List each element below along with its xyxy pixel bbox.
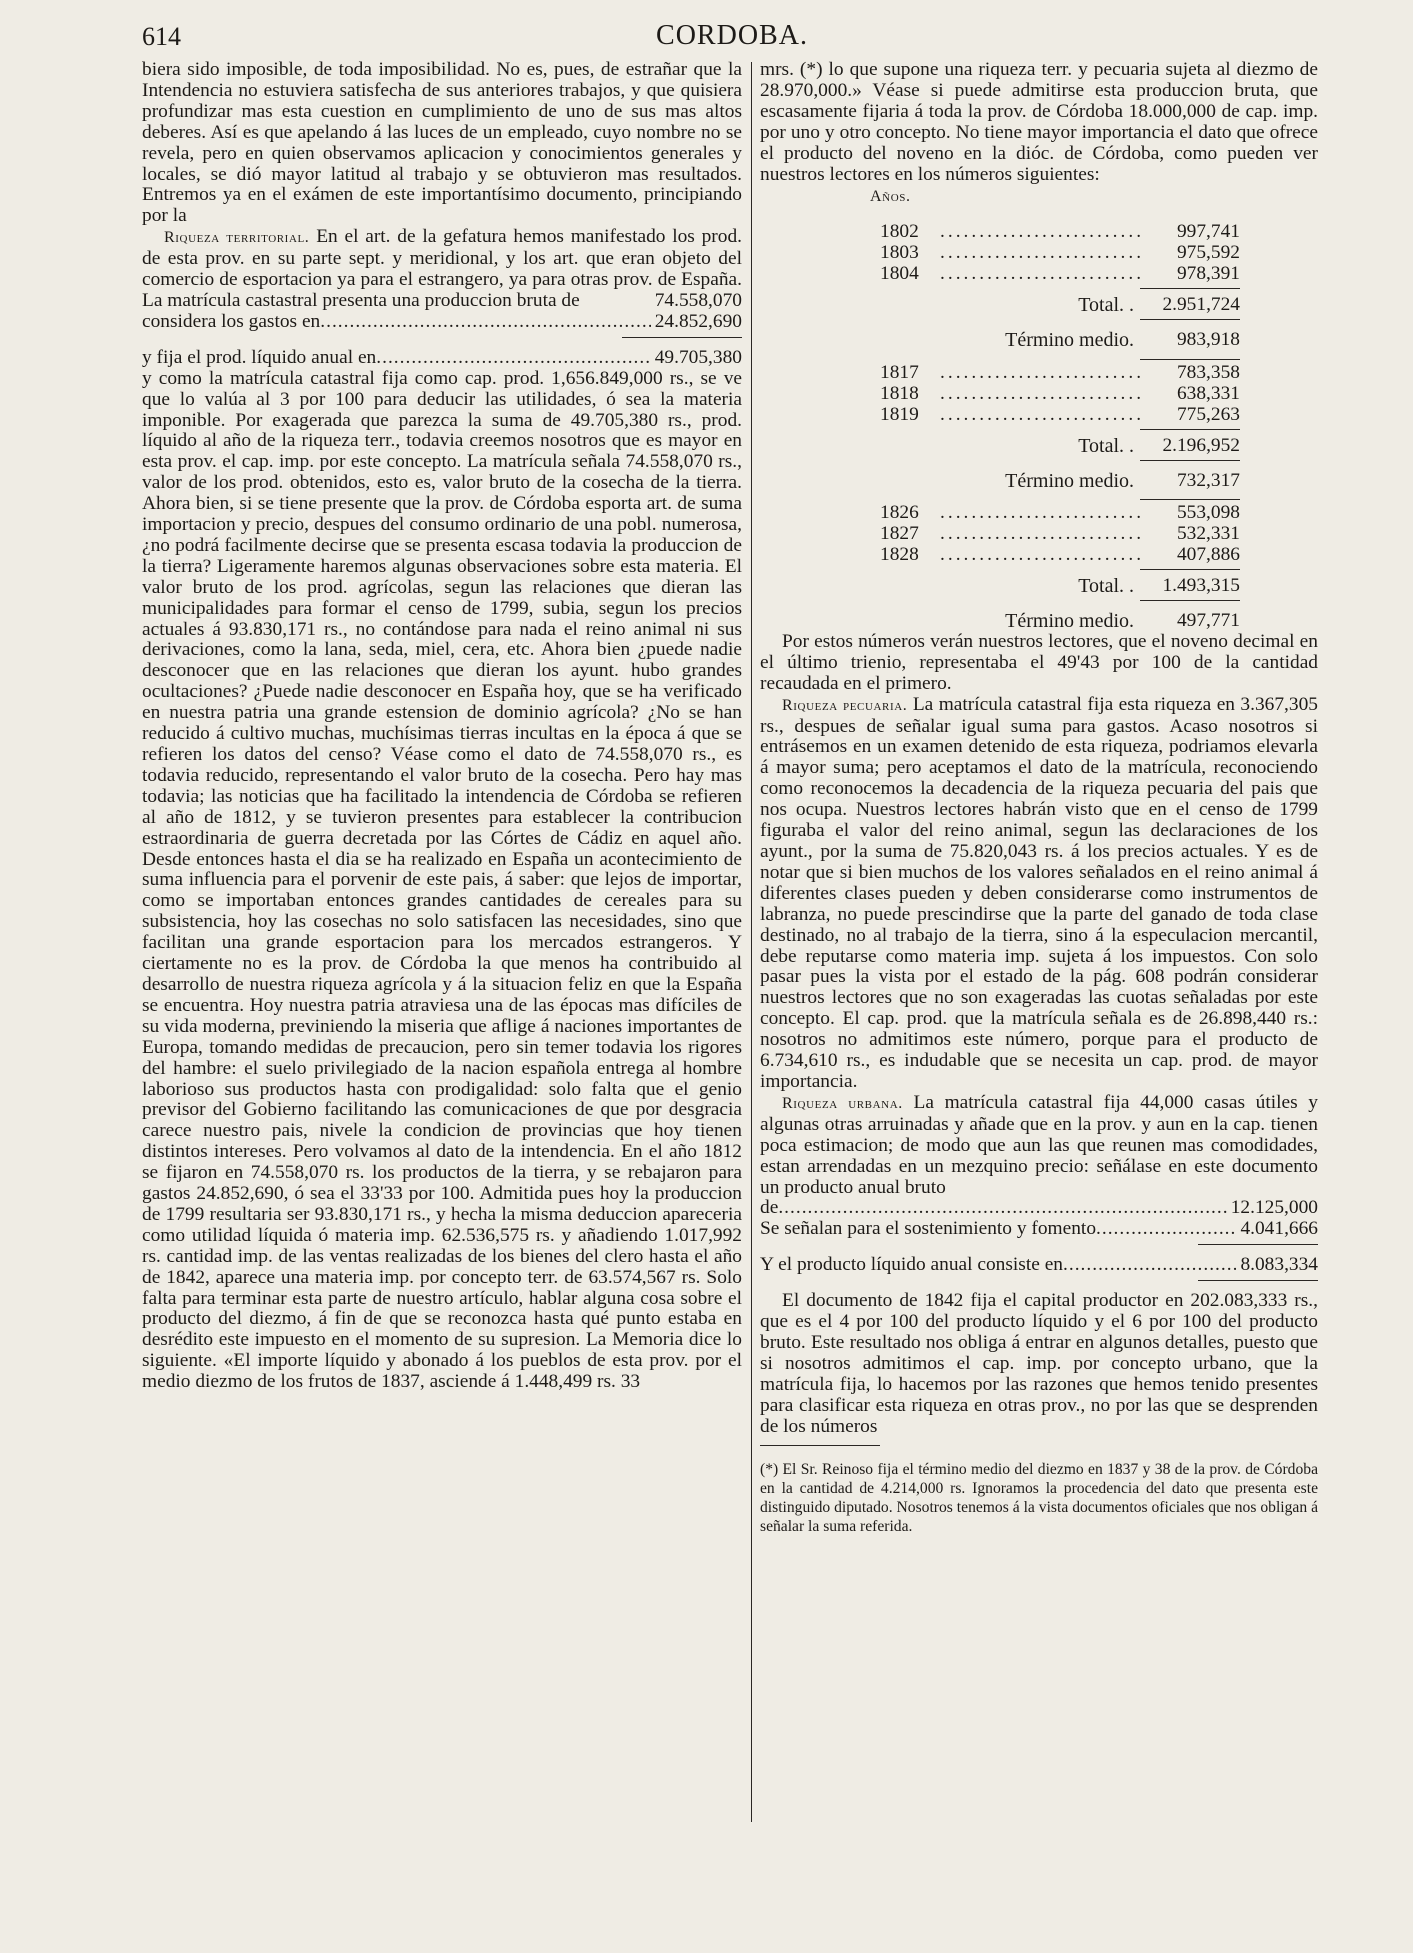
footnote-rule bbox=[760, 1445, 880, 1446]
year-label: 1802 bbox=[880, 221, 919, 243]
amount: 74.558,070 bbox=[654, 289, 742, 311]
sum-rule bbox=[1140, 460, 1240, 461]
right-column bbox=[760, 60, 1318, 1536]
year-row bbox=[880, 384, 1240, 405]
paragraph: y como la matrícula catastral fija como cap. prod. 1,656.849,000 rs., se ve que lo valúa al 3 por 100 para deducir las utilidades, ó sea la materia imponible. Por exagerada que parezca la suma de 49.705,380 rs., prod. líquido al año de la riqueza terr., todavia creemos nosotros que es mayor en esta prov. el cap. imp. por este concepto. La matrícula señala 74.558,070 rs., valor de los prod. obtenidos, esto es, valor bruto de la cosecha de la tierra. Ahora bien, si se tiene presente que la prov. de Córdoba esporta art. de suma importacion y precio, despues del consumo ordinario de una pobl. numerosa, ¿no podrá facilmente decirse que se presenta escasa todavia la produccion de la tierra? Ligeramente haremos algunas observaciones sobre esta materia. El valor bruto de los prod. agrícolas, segun las relaciones que dieran las municipalidades para formar el censo de 1799, subia, segun los precios actuales á 93.830,171 rs., no contándose para nada el reino animal ni sus derivaciones, como la lana, seda, miel, cera, etc. Ahora bien ¿puede nadie desconocer que en las relaciones que dieran los ayunt. hubo grandes ocultaciones? ¿Puede nadie desconocer en España hoy, que se ha verificado en nuestra patria una grande estension de dominio agrícola? ¿No se han reducido á cultivo muchas, muchísimas tierras incultas en la época á que se refieren los datos del censo? Véase como el dato de 74.558,070 rs., es todavia reducido, representando el valor bruto de la cosecha. Pero hay mas todavia; las noticias que ha facilitado la intendencia de Córdoba se refieren al año de 1812, y se tuvieron presentes para establecer la contribucion estraordinaria de guerra decretada por las Córtes de Cádiz en aquel año. Desde entonces hasta el dia se ha realizado en España un acontecimiento de suma influencia para el porvenir de este pais, á saber: que lejos de importar, como se importaban entonces grandes cantidades de cereales para su subsistencia, hoy las cosechas no solo satisfacen las necesidades, sino que facilitan una grande esportacion para los mercados estrangeros. Y ciertamente no es la prov. de Córdoba la que menos ha contribuido al desarrollo de nuestra riqueza agrícola y á la situacion feliz en que la España se encuentra. Hoy nuestra patria atraviesa una de las épocas mas difíciles de su vida moderna, previniendo la miseria que aflige á naciones importantes de Europa, tomando medidas de precaucion, pero sin temer todavia los rigores del hambre: el suelo privilegiado de la nacion española entrega al hombre laborioso sus productos hasta con prodigalidad: solo falta que el genio previsor del Gobierno facilitando las comunicaciones de que por desgracia carece nuestro pais, nivele la condicion de provincias que hoy tienen distintos intereses. Pero volvamos al dato de la intendencia. En el año 1812 se fijaron en 74.558,070 rs. los productos de la tierra, y se rebajaron para gastos 24.852,690, ó sea el 33'33 por 100. Admitida pues hoy la produccion de 1799 resultaria ser 93.830,171 rs., y hecha la misma deduccion apareceria como utilidad líquida ó materia imp. 62.536,575 rs. y añadiendo 1.017,992 rs. cantidad imp. de las ventas realizadas de los bienes del clero hasta el año de 1842, aparece una materia imp. por concepto terr. de 63.574,567 rs. Solo falta para terminar esta parte de nuestro artículo, hablar alguna cosa sobre el producto del diezmo, á fin de que se reconozca hasta qué punto estaba en desrédito este impuesto en el momento de su supresion. La Memoria dice lo siguiente. «El importe líquido y abonado á los pueblos de esta prov. por el medio diezmo de los frutos de 1837, asciende á 1.448,499 rs. 33 bbox=[142, 367, 742, 1393]
amount: 49.705,380 bbox=[654, 346, 742, 368]
section-heading: Riqueza pecuaria. bbox=[782, 696, 908, 714]
year-value: 553,098 bbox=[1176, 502, 1240, 524]
amount-label: considera los gastos en bbox=[142, 310, 321, 332]
year-row bbox=[880, 243, 1240, 264]
amount-label: y fija el prod. líquido anual en bbox=[142, 346, 377, 368]
paragraph-riqueza-pecuaria bbox=[760, 695, 1318, 1093]
year-row bbox=[880, 405, 1240, 426]
year-label: 1817 bbox=[880, 361, 919, 383]
leader-dots bbox=[940, 405, 1140, 426]
amount: 24.852,690 bbox=[654, 310, 742, 332]
year-value: 997,741 bbox=[1176, 221, 1240, 243]
leader-dots bbox=[778, 1198, 1226, 1219]
mean-value: 983,918 bbox=[1176, 328, 1240, 350]
year-value: 638,331 bbox=[1176, 382, 1240, 404]
mean-row bbox=[880, 330, 1240, 351]
leader-dots bbox=[940, 503, 1140, 524]
mean-value: 732,317 bbox=[1176, 469, 1240, 491]
paragraph: mrs. (*) lo que supone una riqueza terr. y pecuaria sujeta al diezmo de 28.970,000.» Véase si puede admitirse esta produccion bruta, que escasamente fijaria á toda la prov. de Córdoba 18.000,000 de cap. imp. por uno y otro concepto. No tiene mayor importancia el dato que ofrece el producto del noveno en la dióc. de Córdoba, como pueden ver nuestros lectores en los números siguientes: bbox=[760, 59, 1318, 185]
year-row bbox=[880, 222, 1240, 243]
total-label: Total. . bbox=[1078, 434, 1134, 457]
page-header bbox=[142, 18, 1322, 58]
year-row bbox=[880, 524, 1240, 545]
leader-dots bbox=[940, 524, 1140, 545]
sum-rule bbox=[1140, 288, 1240, 289]
leader-dots bbox=[320, 312, 650, 333]
leader-dots bbox=[940, 545, 1140, 566]
total-row bbox=[880, 295, 1240, 316]
total-row bbox=[880, 576, 1240, 597]
amount-line bbox=[760, 1255, 1318, 1276]
year-label: 1828 bbox=[880, 544, 919, 566]
sum-rule bbox=[1140, 600, 1240, 601]
section-heading: Riqueza urbana. bbox=[782, 1094, 903, 1112]
paragraph-text: En el art. de la gefatura hemos manifestado los prod. de esta prov. en su parte sept. y meridional, y los art. que eran objeto del comercio de esportacion ya para el estrangero, ya para otras prov. de España. La matrícula castastral presenta una produccion bruta de bbox=[142, 226, 742, 311]
total-value: 2.951,724 bbox=[1162, 294, 1240, 316]
paragraph: Por estos números verán nuestros lectores, que el noveno decimal en el último trienio, representaba el 49'43 por 100 de la cantidad recaudada en el primero. bbox=[760, 630, 1318, 694]
amount-line bbox=[760, 1219, 1318, 1240]
footnote: (*) El Sr. Reinoso fija el término medio del diezmo en 1837 y 38 de la prov. de Córdoba en la cantidad de 4.214,000 rs. Ignoramos la procedencia del dato que presenta este distinguido diputado. Nosotros tenemos á la vista documentos oficiales que nos obligan á señalar la suma referida. bbox=[760, 1461, 1318, 1536]
column-divider bbox=[751, 62, 752, 1822]
leader-dots bbox=[940, 222, 1140, 243]
amount-label: Y el producto líquido anual consiste en bbox=[760, 1254, 1063, 1276]
total-row bbox=[880, 436, 1240, 457]
year-row bbox=[880, 264, 1240, 285]
paragraph: El documento de 1842 fija el capital productor en 202.083,333 rs., que es el 4 por 100 del producto líquido y el 6 por 100 del producto bruto. Este resultado nos obliga á entrar en algunos detalles, puesto que si nosotros admitimos el cap. imp. por concepto urbano, que la matrícula fija, lo hacemos por las razones que hemos tenido presentes para clasificar esta riqueza en otras prov., no por las que se desprenden de los números bbox=[760, 1290, 1318, 1437]
sum-rule bbox=[622, 337, 742, 338]
group-rule bbox=[1140, 359, 1240, 360]
total-label: Total. . bbox=[1078, 294, 1134, 317]
year-value: 783,358 bbox=[1176, 361, 1240, 383]
left-column bbox=[142, 60, 742, 1393]
year-row bbox=[880, 503, 1240, 524]
amount-line bbox=[142, 312, 742, 333]
amount: 4.041,666 bbox=[1240, 1218, 1318, 1240]
year-value: 775,263 bbox=[1176, 403, 1240, 425]
leader-dots bbox=[940, 363, 1140, 384]
section-heading: Riqueza territorial. bbox=[164, 229, 310, 247]
leader-dots bbox=[376, 348, 650, 369]
year-label: 1826 bbox=[880, 502, 919, 524]
running-head: CORDOBA. bbox=[656, 20, 808, 51]
group-rule bbox=[1140, 499, 1240, 500]
leader-dots bbox=[940, 264, 1140, 285]
paragraph-text: La matrícula catastral fija esta riqueza en 3.367,305 rs., despues de señalar igual suma para gastos. Acaso nosotros si entrásemos en un examen detenido de esta riqueza, podriamos elevarla á mayor suma; pero aceptamos el dato de la matrícula, reconociendo como reconocemos la decadencia de la riqueza pecuaria del pais que nos ocupa. Nuestros lectores habrán visto que en el censo de 1799 figuraba el valor del reino animal, segun las declaraciones de los ayunt., por la suma de 75.820,043 rs. á los precios actuales. Y es de notar que si bien muchos de los valores señalados en el reino animal á diferentes clases pueden y deben considerarse como instrumentos de labranza, no puede prescindirse que la parte del ganado de toda clase destinado, no al trabajo de la tierra, sino á la especulacion mercantil, debe reputarse como materia imp. sujeta á los impuestos. Con solo pasar pues la vista por el estado de la pág. 608 podrán considerar nuestros lectores que no son exageradas las cuotas señaladas por este concepto. El cap. prod. que la matrícula señala es de 26.898,440 rs.: nosotros no admitimos este número, porque para el producto de 6.734,610 rs., es indudable que se necesita un cap. prod. de mayor importancia. bbox=[760, 693, 1318, 1092]
year-label: 1818 bbox=[880, 382, 919, 404]
year-value: 975,592 bbox=[1176, 242, 1240, 264]
amount: 12.125,000 bbox=[1230, 1197, 1318, 1219]
leader-dots bbox=[940, 243, 1140, 264]
year-row bbox=[880, 363, 1240, 384]
sum-rule bbox=[1140, 429, 1240, 430]
noveno-table bbox=[760, 187, 1318, 632]
sum-rule bbox=[1198, 1244, 1318, 1245]
leader-dots bbox=[1063, 1255, 1236, 1276]
mean-value: 497,771 bbox=[1176, 610, 1240, 632]
paragraph-riqueza-territorial bbox=[142, 227, 742, 312]
paragraph-text: La matrícula catastral fija 44,000 casas útiles y algunas otras arruinadas y añade que en la prov. y aun en la cap. tienen poca estimacion; de modo que aun las que reunen mas comodidades, estan arrendadas en un mezquino precio: señálase en este documento un producto anual bruto bbox=[760, 1091, 1318, 1198]
leader-dots bbox=[1096, 1219, 1236, 1240]
year-label: 1827 bbox=[880, 523, 919, 545]
mean-row bbox=[880, 611, 1240, 632]
sum-rule bbox=[1140, 319, 1240, 320]
sum-rule bbox=[1140, 569, 1240, 570]
year-row bbox=[880, 545, 1240, 566]
page-number: 614 bbox=[142, 22, 181, 51]
table-heading: Años. bbox=[870, 188, 911, 206]
mean-label: Término medio. bbox=[1005, 610, 1134, 633]
sum-rule bbox=[1198, 1280, 1318, 1281]
total-label: Total. . bbox=[1078, 575, 1134, 598]
year-value: 407,886 bbox=[1176, 544, 1240, 566]
year-value: 978,391 bbox=[1176, 263, 1240, 285]
amount-line bbox=[142, 348, 742, 369]
year-label: 1819 bbox=[880, 403, 919, 425]
amount-line bbox=[760, 1198, 1318, 1219]
amount-label: de bbox=[760, 1197, 779, 1219]
total-value: 1.493,315 bbox=[1162, 575, 1240, 597]
mean-label: Término medio. bbox=[1005, 469, 1134, 492]
amount-label: Se señalan para el sostenimiento y fomento bbox=[760, 1218, 1097, 1240]
paragraph-riqueza-urbana bbox=[760, 1093, 1318, 1199]
year-label: 1803 bbox=[880, 242, 919, 264]
leader-dots bbox=[940, 384, 1140, 405]
mean-label: Término medio. bbox=[1005, 328, 1134, 351]
paragraph: biera sido imposible, de toda imposibilidad. No es, pues, de estrañar que la Intendencia no estuviera satisfecha de sus anteriores trabajos, y que quisiera profundizar mas esta cuestion en cumplimiento de uno de sus mas altos deberes. Así es que apelando á las luces de un empleado, cuyo nombre no se revela, pero en quien observamos aplicacion y conocimientos generales y locales, se dió mayor latitud al trabajo y se obtuvieron mas resultados. Entremos ya en el exámen de este importantísimo documento, principiando por la bbox=[142, 59, 742, 227]
amount: 8.083,334 bbox=[1240, 1254, 1318, 1276]
mean-row bbox=[880, 471, 1240, 492]
year-label: 1804 bbox=[880, 263, 919, 285]
total-value: 2.196,952 bbox=[1162, 434, 1240, 456]
year-groups bbox=[760, 222, 1318, 632]
year-value: 532,331 bbox=[1176, 523, 1240, 545]
